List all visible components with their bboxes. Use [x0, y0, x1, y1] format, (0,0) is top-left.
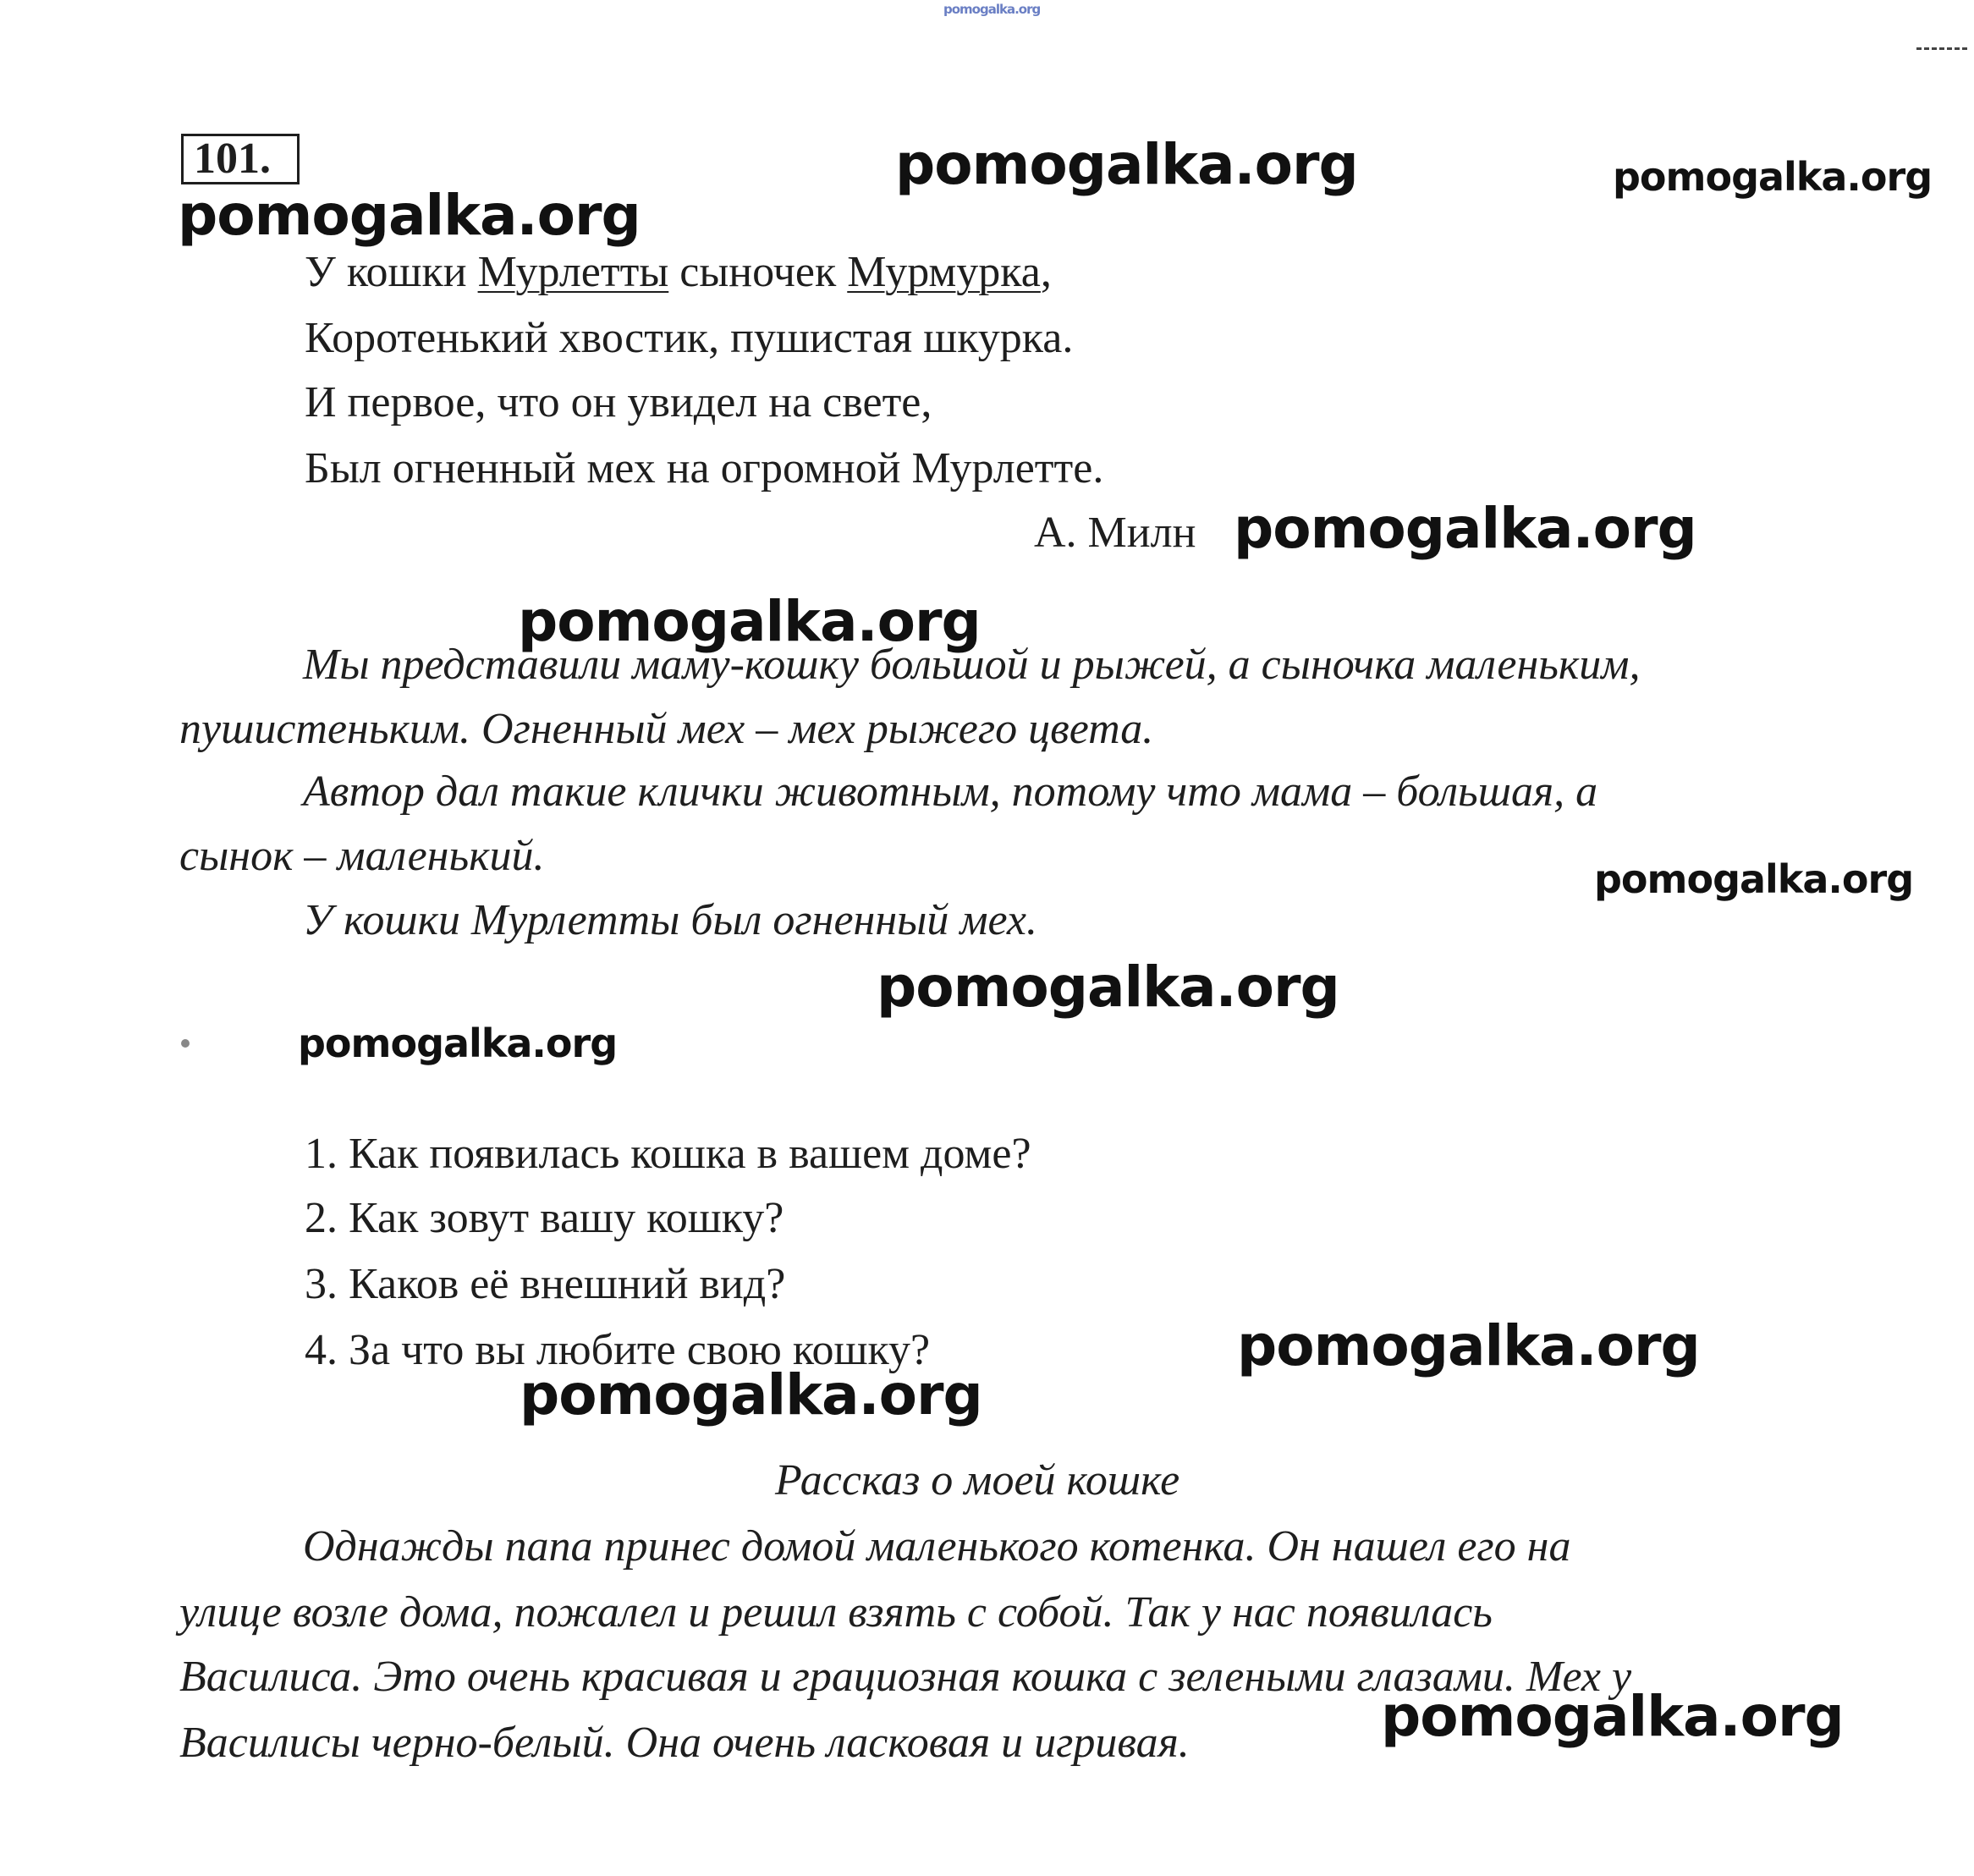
watermark: pomogalka.org [877, 955, 1339, 1020]
poem-line-4: Был огненный мех на огромной Мурлетте. [305, 444, 1104, 492]
answer-p2-line1: Автор дал такие клички животным, потому что мама – большая, а [303, 767, 1598, 816]
question-3: 3. Каков её внешний вид? [305, 1260, 786, 1308]
poem-line-2: Коротенький хвостик, пушистая шкурка. [305, 314, 1074, 362]
poem-line-3: И первое, что он увидел на свете, [305, 378, 932, 426]
story-title: Рассказ о моей кошке [775, 1456, 1180, 1505]
watermark: pomogalka.org [1234, 496, 1696, 561]
watermark: pomogalka.org [1237, 1313, 1700, 1378]
watermark: pomogalka.org [520, 1362, 982, 1428]
underlined-name: Мурлетты [477, 248, 669, 296]
underlined-name: Мурмурка [847, 248, 1041, 296]
watermark: pomogalka.org [895, 132, 1358, 197]
watermark: pomogalka.org [178, 183, 641, 248]
bullet-icon [181, 1039, 190, 1048]
watermark: pomogalka.org [1613, 154, 1933, 200]
poem-author: А. Милн [1034, 509, 1196, 557]
watermark: pomogalka.org [1594, 856, 1914, 902]
answer-p1-line1: Мы представили маму-кошку большой и рыжей, а сыночка маленьким, [303, 641, 1641, 689]
watermark: pomogalka.org [518, 589, 981, 654]
question-2: 2. Как зовут вашу кошку? [305, 1194, 784, 1242]
answer-p3: У кошки Мурлетты был огненный мех. [303, 896, 1038, 944]
story-line-4: Василисы черно-белый. Она очень ласковая и игривая. [179, 1719, 1190, 1767]
poem-line-1 [305, 247, 1052, 298]
story-line-3: Василиса. Это очень красивая и грациозная кошка с зелеными глазами. Мех у [179, 1653, 1632, 1701]
watermark: pomogalka.org [298, 1021, 618, 1066]
poem-text: У кошки [305, 248, 478, 296]
watermark: pomogalka.org [1381, 1684, 1844, 1749]
story-line-2: улице возле дома, пожалел и решил взять с собой. Так у нас появилась [179, 1588, 1493, 1637]
story-line-1: Однажды папа принес домой маленького котенка. Он нашел его на [303, 1522, 1571, 1571]
question-1: 1. Как появилась кошка в вашем доме? [305, 1130, 1031, 1178]
poem-text: сыночек [668, 248, 848, 296]
page-number-fragment [1916, 47, 1967, 53]
top-watermark: pomogalka.org [943, 2, 1041, 17]
answer-p2-line2: сынок – маленький. [179, 832, 545, 880]
poem-text: , [1040, 248, 1052, 296]
task-number-box: 101. [181, 134, 300, 184]
question-4: 4. За что вы любите свою кошку? [305, 1326, 931, 1374]
answer-p1-line2: пушистеньким. Огненный мех – мех рыжего цвета. [179, 705, 1154, 753]
